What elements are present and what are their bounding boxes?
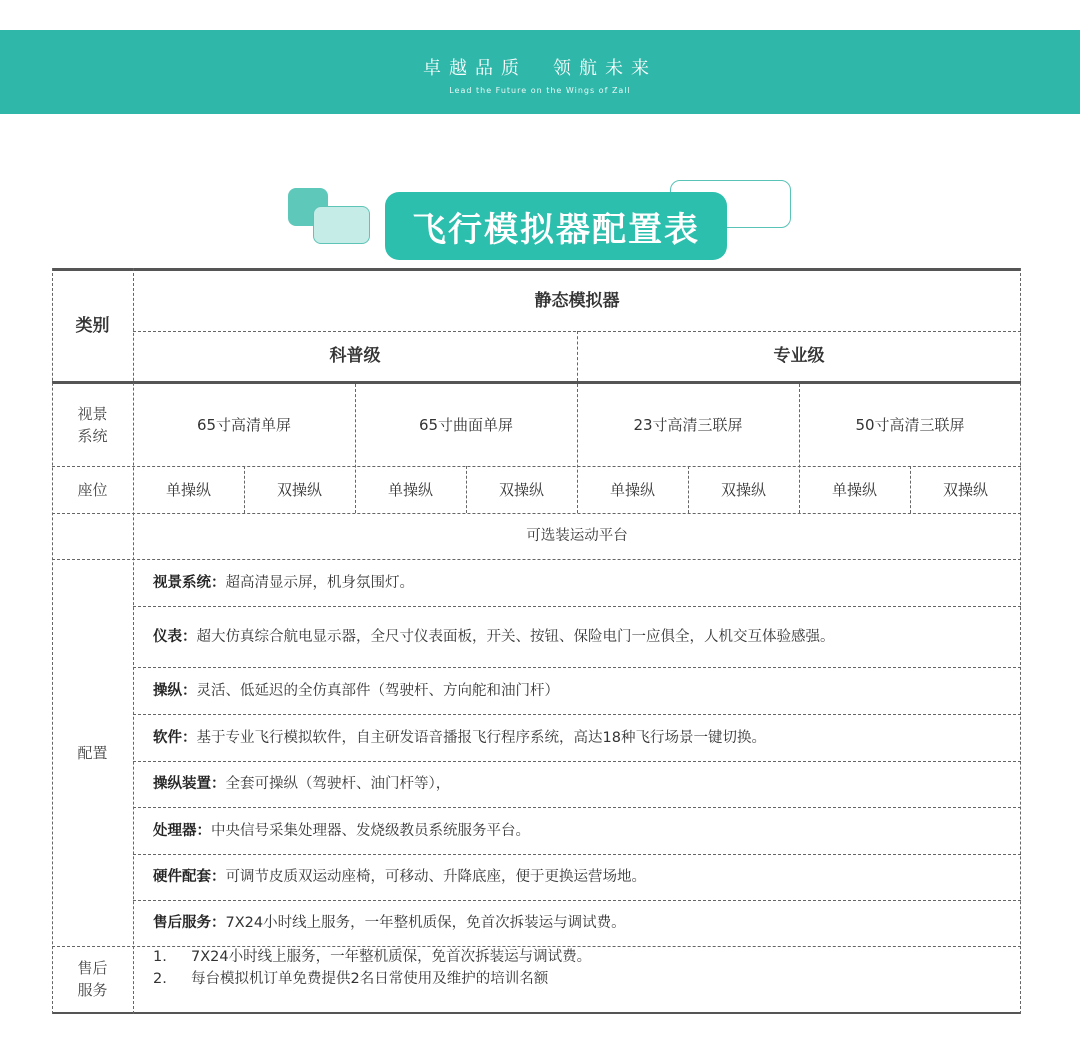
config-value: 可调节皮质双运动座椅，可移动、升降底座，便于更换运营场地。 (225, 869, 646, 885)
config-value: 超大仿真综合航电显示器，全尺寸仪表面板，开关、按钮、保险电门一应俱全，人机交互体验感强。 (196, 628, 835, 645)
screen-option: 50寸高清三联屏 (855, 416, 965, 434)
after-sales-list (133, 946, 1021, 1012)
seat-option: 单操纵 (609, 480, 655, 499)
seat-option: 单操纵 (165, 480, 211, 499)
config-row-control (133, 667, 1021, 714)
optional-motion-platform: 可选装运动平台 (526, 528, 628, 544)
item-number: 1. (153, 949, 167, 965)
config-key: 视景系统： (153, 574, 226, 591)
config-table (52, 268, 1021, 1015)
seat-option: 双操纵 (498, 480, 544, 499)
item-number: 2. (153, 971, 167, 987)
config-value: 基于专业飞行模拟软件，自主研发语音播报飞行程序系统，高达18种飞行场景一键切换。 (196, 729, 766, 746)
config-key: 操纵装置： (153, 776, 226, 792)
config-value: 7X24小时线上服务，一年整机质保，免首次拆装运与调试费。 (225, 915, 626, 931)
vision-label-line1: 视景 (77, 405, 108, 423)
seat-option: 单操纵 (387, 480, 433, 499)
seat-option: 双操纵 (942, 480, 988, 499)
vision-system-label (52, 384, 133, 466)
seat-option: 双操纵 (276, 480, 322, 499)
screen-option: 65寸曲面单屏 (418, 416, 514, 434)
after-sales-label (52, 946, 133, 1012)
screen-option: 23寸高清三联屏 (633, 416, 743, 434)
config-key: 软件： (153, 729, 197, 746)
table-bottom-border (52, 1012, 1021, 1014)
after-label-line1: 售后 (77, 959, 108, 977)
config-key: 售后服务： (153, 915, 226, 931)
page-title: 飞行模拟器配置表 (385, 192, 727, 260)
config-key: 硬件配套： (153, 869, 226, 885)
after-label-line2: 服务 (77, 981, 108, 999)
seat-option: 双操纵 (720, 480, 766, 499)
level-professional: 专业级 (773, 346, 825, 366)
config-value: 超高清显示屏，机身氛围灯。 (225, 574, 414, 591)
after-sales-item (153, 946, 591, 968)
config-row-control-device (133, 761, 1021, 807)
config-row-processor (133, 807, 1021, 854)
config-value: 中央信号采集处理器、发烧级教员系统服务平台。 (211, 822, 530, 839)
screen-option: 65寸高清单屏 (196, 416, 292, 434)
category-header: 类别 (75, 316, 110, 336)
config-value: 全套可操纵（驾驶杆、油门杆等）， (225, 776, 451, 792)
top-banner (0, 30, 1080, 114)
item-text: 每台模拟机订单免费提供2名日常使用及维护的培训名额 (191, 971, 549, 987)
banner-subtitle: Lead the Future on the Wings of Zall (449, 86, 631, 95)
config-label: 配置 (77, 743, 108, 762)
config-row-software (133, 714, 1021, 761)
decor-square-outline (313, 206, 370, 244)
seat-option: 单操纵 (831, 480, 877, 499)
static-simulator-header: 静态模拟器 (534, 291, 620, 311)
config-key: 仪表： (153, 628, 197, 645)
after-sales-item (153, 968, 548, 990)
config-row-instruments (133, 606, 1021, 667)
config-value: 灵活、低延迟的全仿真部件（驾驶杆、方向舵和油门杆） (196, 682, 559, 699)
config-row-vision (133, 559, 1021, 606)
config-row-hardware (133, 854, 1021, 900)
config-row-after-sales (133, 900, 1021, 946)
config-key: 处理器： (153, 822, 211, 839)
seat-label: 座位 (77, 480, 108, 499)
config-key: 操纵： (153, 682, 197, 699)
level-popular: 科普级 (329, 346, 381, 366)
banner-title: 卓越品质 领航未来 (423, 58, 657, 79)
item-text: 7X24小时线上服务，一年整机质保，免首次拆装运与调试费。 (191, 949, 592, 965)
vision-label-line2: 系统 (77, 427, 108, 445)
